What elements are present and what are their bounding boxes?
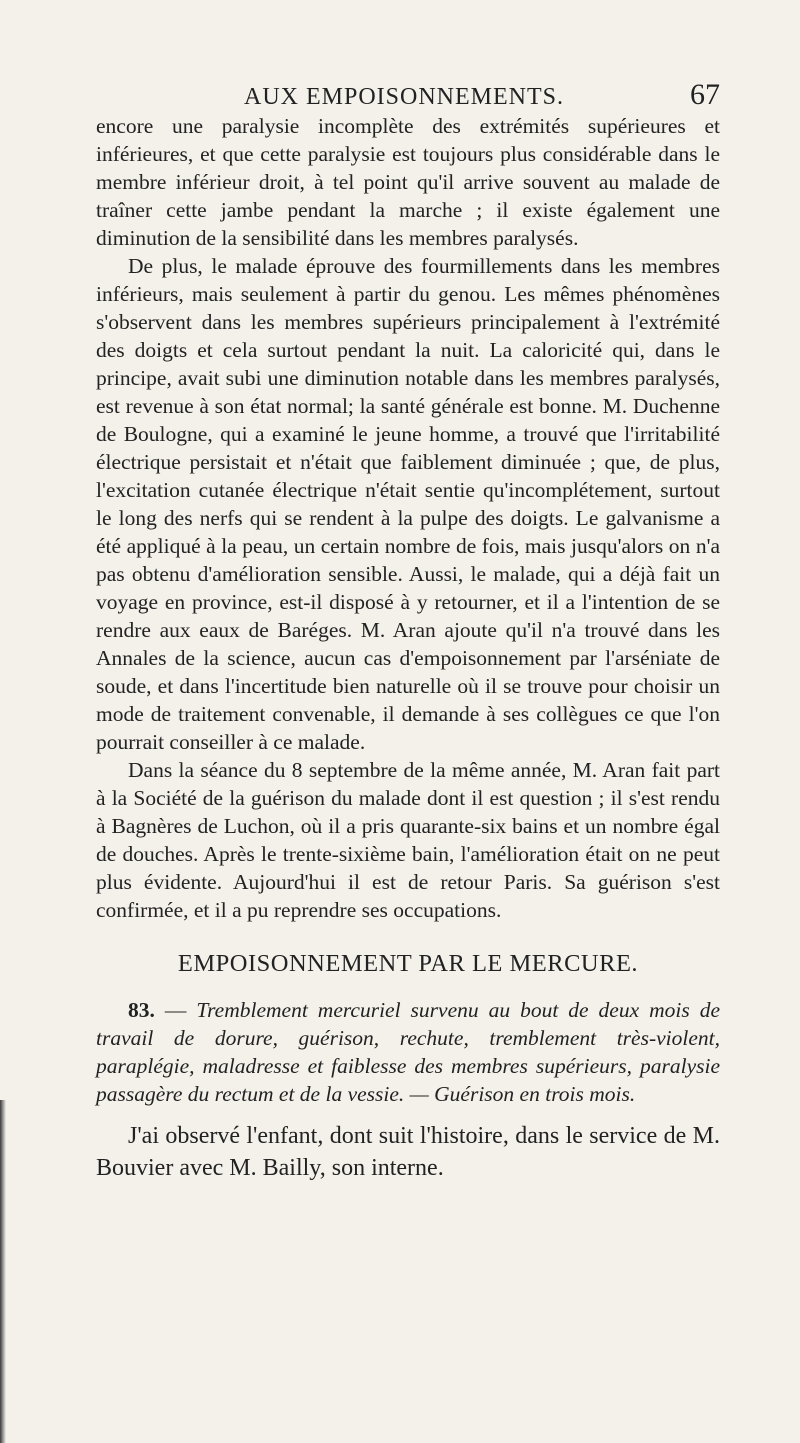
page-number: 67 bbox=[690, 78, 720, 111]
body-text bbox=[96, 112, 720, 1184]
paragraph-recovery: Dans la séance du 8 septembre de la même année, M. Aran fait part à la Société de la guérison du malade dont il est question ; il s'est rendu à Bagnères de Luchon, où il a pris quarante-six bains et un nombre égal de douches. Après le trente-sixième bain, l'amélioration était on ne peut plus évidente. Aujourd'hui il est de retour Paris. Sa guérison s'est confirmée, et il a pu reprendre ses occupations. bbox=[96, 758, 720, 922]
section-heading: EMPOISONNEMENT PAR LE MERCURE. bbox=[177, 950, 639, 977]
case-dash: — bbox=[154, 998, 197, 1022]
case-summary-text: Tremblement mercuriel survenu au bout de deux mois de travail de dorure, guérison, rechute, tremblement très-violent, paraplégie, maladresse et faiblesse des membres supérieurs, paralysie passagère du rectum et de la vessie. — Guérison en trois mois. bbox=[96, 998, 721, 1106]
paragraph-continuation: encore une paralysie incomplète des extrémités supérieures et inférieures, et que cette paralysie est toujours plus considérable dans le membre inférieur droit, à tel point qu'il arrive souvent au malade de traîner cette jambe pendant la marche ; il existe également une diminution de la sensibilité dans les membres paralysés. bbox=[96, 114, 720, 250]
scan-edge-shadow bbox=[0, 1100, 6, 1443]
paragraph-symptoms: De plus, le malade éprouve des fourmillements dans les membres inférieurs, mais seulement à partir du genou. Les mêmes phénomènes s'observent dans les membres supérieurs principalement à l'extrémité des doigts et cela surtout pendant la nuit. La caloricité qui, dans le principe, avait subi une diminution notable dans les membres paralysés, est revenue à son état normal; la santé générale est bonne. M. Duchenne de Boulogne, qui a examiné le jeune homme, a trouvé que l'irritabilité électrique persistait et n'était que faiblement diminuée ; que, de plus, l'excitation cutanée électrique n'était sentie qu'incomplétement, surtout le long des nerfs qui se rendent à la pulpe des doigts. Le galvanisme a été appliqué à la peau, un certain nombre de fois, mais jusqu'alors on n'a pas obtenu d'amélioration sensible. Aussi, le malade, qui a déjà fait un voyage en province, est-il disposé à y retourner, et il a l'intention de se rendre aux eaux de Baréges. M. Aran ajoute qu'il n'a trouvé dans les Annales de la science, aucun cas d'empoisonnement par l'arséniate de soude, et dans l'incertitude bien naturelle où il se trouve pour choisir un mode de traitement convenable, il demande à ses collègues ce que l'on pourrait conseiller à ce malade. bbox=[96, 254, 720, 754]
running-header bbox=[160, 78, 720, 112]
running-title: AUX EMPOISONNEMENTS. bbox=[244, 84, 565, 110]
closing-paragraph: J'ai observé l'enfant, dont suit l'histoire, dans le service de M. Bouvier avec M. Bailly, son interne. bbox=[96, 1123, 720, 1181]
case-number: 83. bbox=[128, 998, 155, 1022]
case-summary bbox=[96, 996, 720, 1108]
